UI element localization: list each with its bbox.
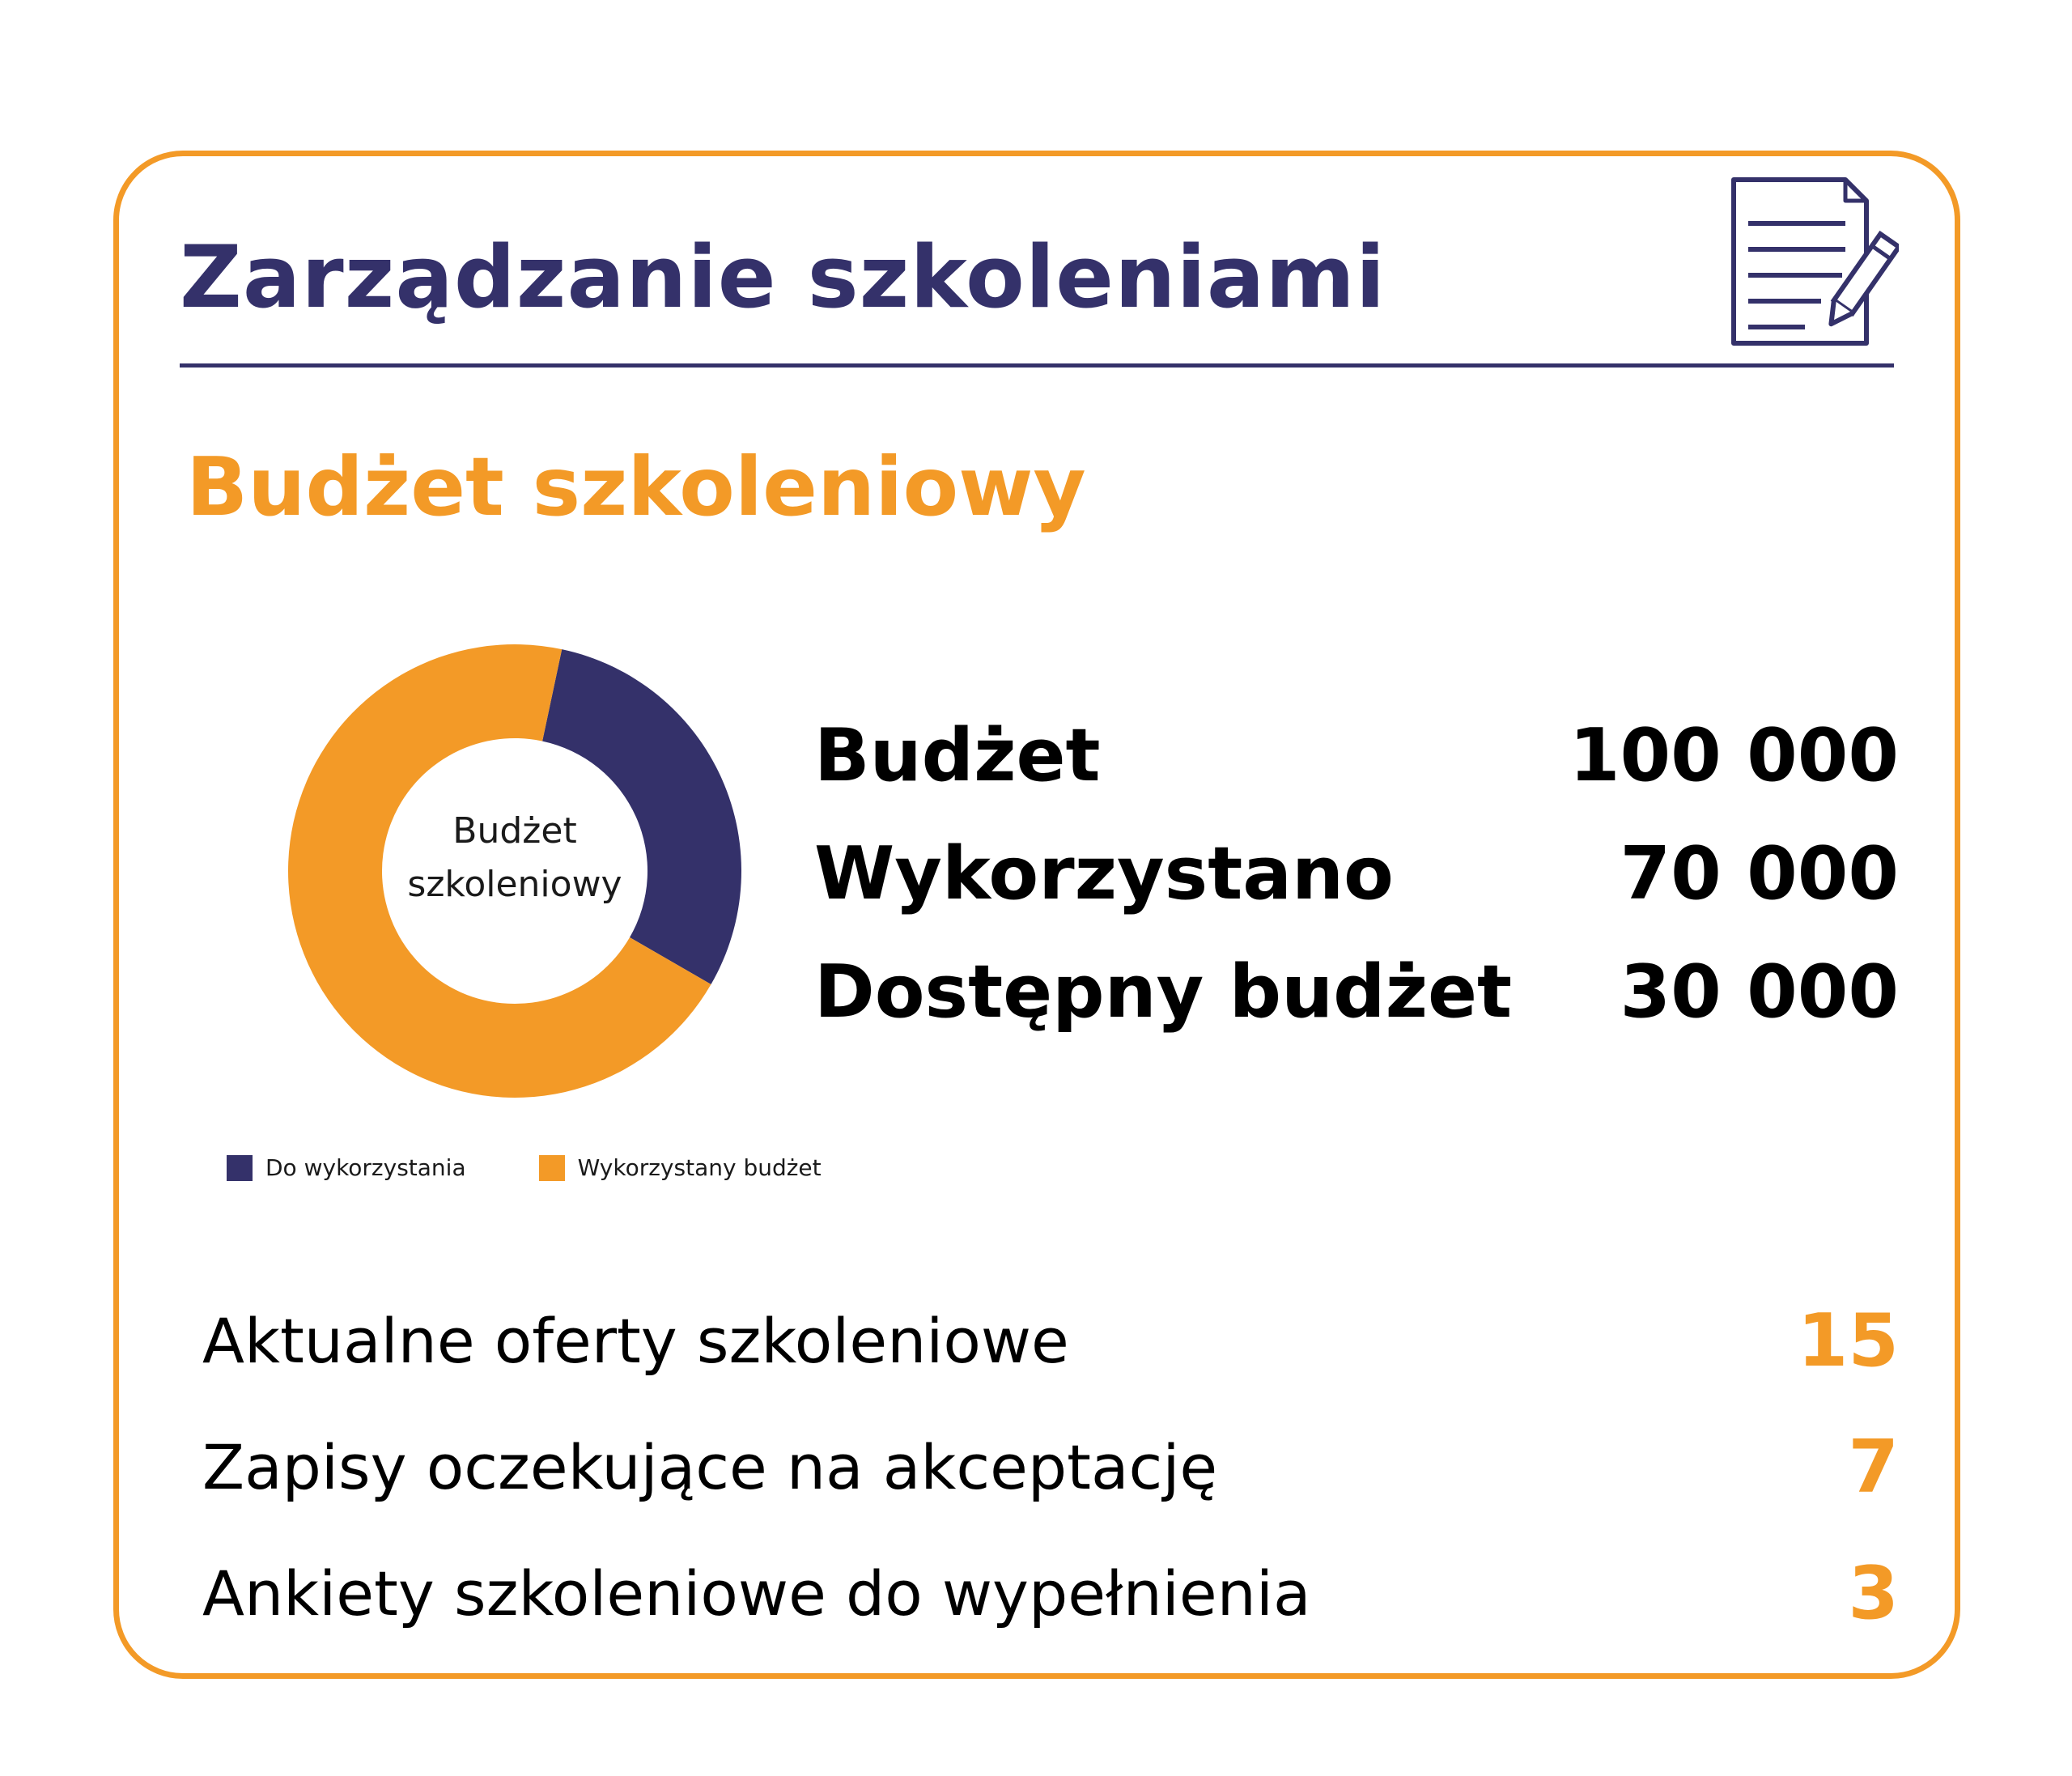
summary-count: 7 — [1848, 1424, 1899, 1510]
legend-label: Do wykorzystania — [265, 1154, 466, 1181]
summary-row-ankiety[interactable] — [202, 1530, 1899, 1656]
summary-row-zapisy[interactable] — [202, 1404, 1899, 1530]
stat-label: Budżet — [814, 712, 1101, 798]
summary-label: Ankiety szkoleniowe do wypełnienia — [202, 1557, 1311, 1629]
summary-label: Aktualne oferty szkoleniowe — [202, 1304, 1069, 1377]
chart-legend — [227, 1154, 894, 1181]
donut-center-label: Budżet szkoleniowy — [407, 810, 622, 905]
summary-count: 15 — [1797, 1298, 1899, 1383]
title-divider — [180, 363, 1894, 368]
document-edit-icon — [1724, 176, 1899, 351]
legend-item-do-wykorzystania — [227, 1154, 466, 1181]
section-title: Budżet szkoleniowy — [186, 440, 1086, 534]
legend-item-wykorzystany-budzet — [539, 1154, 822, 1181]
stat-row-dostepny-budzet — [814, 933, 1899, 1051]
stat-row-budzet — [814, 696, 1899, 814]
legend-swatch-orange — [539, 1155, 565, 1181]
legend-label: Wykorzystany budżet — [577, 1154, 822, 1181]
page-title: Zarządzanie szkoleniami — [180, 227, 1386, 327]
stat-row-wykorzystano — [814, 814, 1899, 933]
stat-label: Wykorzystano — [814, 831, 1394, 916]
budget-stats — [814, 696, 1899, 1051]
summary-count: 3 — [1848, 1550, 1899, 1636]
summary-list — [202, 1277, 1899, 1656]
stat-value: 70 000 — [1620, 831, 1899, 916]
summary-label: Zapisy oczekujące na akceptację — [202, 1430, 1218, 1503]
summary-row-oferty[interactable] — [202, 1277, 1899, 1404]
stat-value: 100 000 — [1569, 712, 1899, 798]
stat-value: 30 000 — [1620, 949, 1899, 1035]
stat-label: Dostępny budżet — [814, 949, 1513, 1035]
legend-swatch-navy — [227, 1155, 253, 1181]
